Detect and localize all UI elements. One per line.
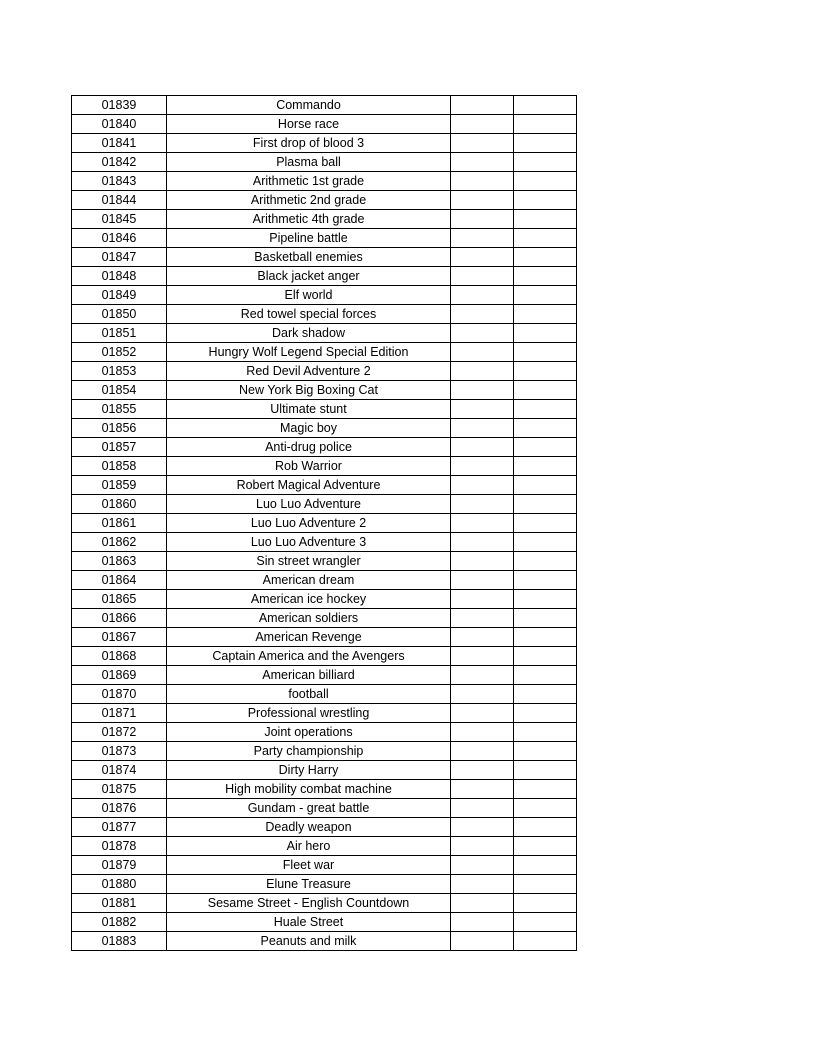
game-id-cell: 01851: [72, 324, 167, 343]
table-row: [72, 457, 577, 476]
game-title-cell: American dream: [167, 571, 451, 590]
empty-cell: [514, 799, 577, 818]
game-id-cell: 01880: [72, 875, 167, 894]
table-row: [72, 96, 577, 115]
empty-cell: [451, 172, 514, 191]
game-id-cell: 01849: [72, 286, 167, 305]
game-title-cell: Sesame Street - English Countdown: [167, 894, 451, 913]
empty-cell: [514, 552, 577, 571]
empty-cell: [514, 495, 577, 514]
empty-cell: [451, 932, 514, 951]
game-id-cell: 01853: [72, 362, 167, 381]
game-title-cell: Red Devil Adventure 2: [167, 362, 451, 381]
empty-cell: [514, 913, 577, 932]
empty-cell: [451, 438, 514, 457]
game-id-cell: 01842: [72, 153, 167, 172]
table-row: [72, 153, 577, 172]
table-row: [72, 267, 577, 286]
game-title-cell: Elune Treasure: [167, 875, 451, 894]
game-id-cell: 01862: [72, 533, 167, 552]
empty-cell: [451, 514, 514, 533]
game-id-cell: 01856: [72, 419, 167, 438]
empty-cell: [514, 134, 577, 153]
game-title-cell: Hungry Wolf Legend Special Edition: [167, 343, 451, 362]
empty-cell: [514, 210, 577, 229]
table-row: [72, 799, 577, 818]
empty-cell: [514, 742, 577, 761]
table-row: [72, 362, 577, 381]
game-title-cell: Pipeline battle: [167, 229, 451, 248]
game-title-cell: Elf world: [167, 286, 451, 305]
game-id-cell: 01846: [72, 229, 167, 248]
table-row: [72, 913, 577, 932]
game-id-cell: 01877: [72, 818, 167, 837]
empty-cell: [451, 457, 514, 476]
empty-cell: [514, 343, 577, 362]
table-row: [72, 647, 577, 666]
game-id-cell: 01845: [72, 210, 167, 229]
game-title-cell: First drop of blood 3: [167, 134, 451, 153]
game-id-cell: 01841: [72, 134, 167, 153]
table-body: [72, 96, 577, 951]
empty-cell: [451, 324, 514, 343]
game-list-table: [71, 95, 577, 951]
empty-cell: [514, 96, 577, 115]
empty-cell: [514, 229, 577, 248]
empty-cell: [514, 286, 577, 305]
table-row: [72, 438, 577, 457]
game-id-cell: 01873: [72, 742, 167, 761]
empty-cell: [451, 723, 514, 742]
empty-cell: [514, 723, 577, 742]
empty-cell: [451, 742, 514, 761]
game-title-cell: Deadly weapon: [167, 818, 451, 837]
empty-cell: [514, 780, 577, 799]
empty-cell: [451, 628, 514, 647]
empty-cell: [514, 609, 577, 628]
game-title-cell: Arithmetic 4th grade: [167, 210, 451, 229]
table-row: [72, 419, 577, 438]
game-id-cell: 01847: [72, 248, 167, 267]
game-title-cell: Arithmetic 1st grade: [167, 172, 451, 191]
empty-cell: [514, 856, 577, 875]
game-id-cell: 01864: [72, 571, 167, 590]
table-row: [72, 343, 577, 362]
empty-cell: [451, 609, 514, 628]
empty-cell: [514, 628, 577, 647]
game-title-cell: Professional wrestling: [167, 704, 451, 723]
table-row: [72, 324, 577, 343]
game-title-cell: Air hero: [167, 837, 451, 856]
empty-cell: [451, 894, 514, 913]
game-id-cell: 01839: [72, 96, 167, 115]
empty-cell: [514, 381, 577, 400]
empty-cell: [451, 267, 514, 286]
empty-cell: [451, 913, 514, 932]
empty-cell: [451, 400, 514, 419]
game-id-cell: 01870: [72, 685, 167, 704]
empty-cell: [514, 305, 577, 324]
empty-cell: [451, 286, 514, 305]
empty-cell: [514, 932, 577, 951]
table-row: [72, 723, 577, 742]
empty-cell: [514, 419, 577, 438]
table-row: [72, 761, 577, 780]
game-title-cell: Gundam - great battle: [167, 799, 451, 818]
game-id-cell: 01850: [72, 305, 167, 324]
game-id-cell: 01865: [72, 590, 167, 609]
game-id-cell: 01861: [72, 514, 167, 533]
table-row: [72, 476, 577, 495]
empty-cell: [451, 210, 514, 229]
empty-cell: [514, 818, 577, 837]
game-title-cell: American soldiers: [167, 609, 451, 628]
game-id-cell: 01874: [72, 761, 167, 780]
empty-cell: [451, 419, 514, 438]
empty-cell: [451, 552, 514, 571]
game-id-cell: 01882: [72, 913, 167, 932]
table-row: [72, 818, 577, 837]
empty-cell: [514, 571, 577, 590]
table-row: [72, 742, 577, 761]
game-title-cell: Luo Luo Adventure 2: [167, 514, 451, 533]
game-title-cell: High mobility combat machine: [167, 780, 451, 799]
empty-cell: [451, 818, 514, 837]
empty-cell: [514, 153, 577, 172]
empty-cell: [514, 647, 577, 666]
empty-cell: [451, 590, 514, 609]
table-row: [72, 609, 577, 628]
game-id-cell: 01875: [72, 780, 167, 799]
table-row: [72, 134, 577, 153]
game-id-cell: 01878: [72, 837, 167, 856]
empty-cell: [451, 362, 514, 381]
game-id-cell: 01866: [72, 609, 167, 628]
game-id-cell: 01852: [72, 343, 167, 362]
game-title-cell: Joint operations: [167, 723, 451, 742]
game-title-cell: Peanuts and milk: [167, 932, 451, 951]
empty-cell: [451, 115, 514, 134]
empty-cell: [451, 343, 514, 362]
empty-cell: [514, 362, 577, 381]
game-title-cell: New York Big Boxing Cat: [167, 381, 451, 400]
empty-cell: [514, 248, 577, 267]
table-row: [72, 115, 577, 134]
table-row: [72, 856, 577, 875]
empty-cell: [451, 248, 514, 267]
empty-cell: [451, 495, 514, 514]
game-id-cell: 01883: [72, 932, 167, 951]
game-title-cell: Party championship: [167, 742, 451, 761]
empty-cell: [451, 96, 514, 115]
empty-cell: [514, 400, 577, 419]
empty-cell: [514, 115, 577, 134]
game-title-cell: Luo Luo Adventure 3: [167, 533, 451, 552]
empty-cell: [514, 514, 577, 533]
game-title-cell: Fleet war: [167, 856, 451, 875]
game-title-cell: Robert Magical Adventure: [167, 476, 451, 495]
game-title-cell: Rob Warrior: [167, 457, 451, 476]
table-row: [72, 666, 577, 685]
table-row: [72, 875, 577, 894]
game-id-cell: 01869: [72, 666, 167, 685]
empty-cell: [514, 875, 577, 894]
table-row: [72, 533, 577, 552]
empty-cell: [451, 799, 514, 818]
empty-cell: [514, 476, 577, 495]
game-title-cell: Commando: [167, 96, 451, 115]
game-title-cell: Plasma ball: [167, 153, 451, 172]
game-title-cell: Captain America and the Avengers: [167, 647, 451, 666]
empty-cell: [451, 134, 514, 153]
empty-cell: [514, 533, 577, 552]
empty-cell: [514, 267, 577, 286]
empty-cell: [514, 704, 577, 723]
table-row: [72, 229, 577, 248]
table-row: [72, 286, 577, 305]
game-title-cell: American billiard: [167, 666, 451, 685]
empty-cell: [451, 666, 514, 685]
table-row: [72, 837, 577, 856]
game-id-cell: 01857: [72, 438, 167, 457]
empty-cell: [451, 571, 514, 590]
game-title-cell: Magic boy: [167, 419, 451, 438]
empty-cell: [514, 438, 577, 457]
table-row: [72, 552, 577, 571]
table-row: [72, 590, 577, 609]
empty-cell: [514, 666, 577, 685]
game-title-cell: Ultimate stunt: [167, 400, 451, 419]
empty-cell: [514, 685, 577, 704]
table-row: [72, 628, 577, 647]
game-id-cell: 01872: [72, 723, 167, 742]
empty-cell: [514, 457, 577, 476]
table-row: [72, 191, 577, 210]
empty-cell: [451, 191, 514, 210]
empty-cell: [451, 761, 514, 780]
game-id-cell: 01860: [72, 495, 167, 514]
game-title-cell: American Revenge: [167, 628, 451, 647]
game-id-cell: 01859: [72, 476, 167, 495]
table-row: [72, 248, 577, 267]
game-id-cell: 01867: [72, 628, 167, 647]
empty-cell: [451, 381, 514, 400]
table-row: [72, 400, 577, 419]
game-title-cell: Arithmetic 2nd grade: [167, 191, 451, 210]
game-id-cell: 01876: [72, 799, 167, 818]
game-title-cell: Sin street wrangler: [167, 552, 451, 571]
game-title-cell: Luo Luo Adventure: [167, 495, 451, 514]
table-row: [72, 685, 577, 704]
game-id-cell: 01843: [72, 172, 167, 191]
game-id-cell: 01871: [72, 704, 167, 723]
empty-cell: [451, 305, 514, 324]
game-id-cell: 01854: [72, 381, 167, 400]
game-title-cell: Horse race: [167, 115, 451, 134]
empty-cell: [514, 324, 577, 343]
game-title-cell: Dirty Harry: [167, 761, 451, 780]
game-title-cell: Anti-drug police: [167, 438, 451, 457]
game-title-cell: Huale Street: [167, 913, 451, 932]
game-title-cell: Black jacket anger: [167, 267, 451, 286]
table-row: [72, 780, 577, 799]
table-row: [72, 894, 577, 913]
game-title-cell: football: [167, 685, 451, 704]
game-id-cell: 01844: [72, 191, 167, 210]
empty-cell: [514, 590, 577, 609]
game-id-cell: 01840: [72, 115, 167, 134]
table-row: [72, 495, 577, 514]
game-id-cell: 01855: [72, 400, 167, 419]
game-id-cell: 01868: [72, 647, 167, 666]
game-id-cell: 01879: [72, 856, 167, 875]
empty-cell: [451, 685, 514, 704]
game-title-cell: Red towel special forces: [167, 305, 451, 324]
empty-cell: [514, 191, 577, 210]
game-id-cell: 01863: [72, 552, 167, 571]
table-row: [72, 514, 577, 533]
game-title-cell: American ice hockey: [167, 590, 451, 609]
empty-cell: [451, 229, 514, 248]
empty-cell: [451, 837, 514, 856]
empty-cell: [451, 875, 514, 894]
table-row: [72, 704, 577, 723]
table-row: [72, 381, 577, 400]
game-id-cell: 01848: [72, 267, 167, 286]
empty-cell: [514, 761, 577, 780]
empty-cell: [451, 647, 514, 666]
game-id-cell: 01858: [72, 457, 167, 476]
table-row: [72, 305, 577, 324]
game-title-cell: Basketball enemies: [167, 248, 451, 267]
empty-cell: [514, 172, 577, 191]
game-title-cell: Dark shadow: [167, 324, 451, 343]
empty-cell: [514, 837, 577, 856]
table-row: [72, 172, 577, 191]
empty-cell: [451, 780, 514, 799]
game-id-cell: 01881: [72, 894, 167, 913]
empty-cell: [451, 153, 514, 172]
table-row: [72, 571, 577, 590]
empty-cell: [451, 533, 514, 552]
empty-cell: [451, 704, 514, 723]
table-row: [72, 210, 577, 229]
table-row: [72, 932, 577, 951]
empty-cell: [451, 476, 514, 495]
empty-cell: [451, 856, 514, 875]
empty-cell: [514, 894, 577, 913]
